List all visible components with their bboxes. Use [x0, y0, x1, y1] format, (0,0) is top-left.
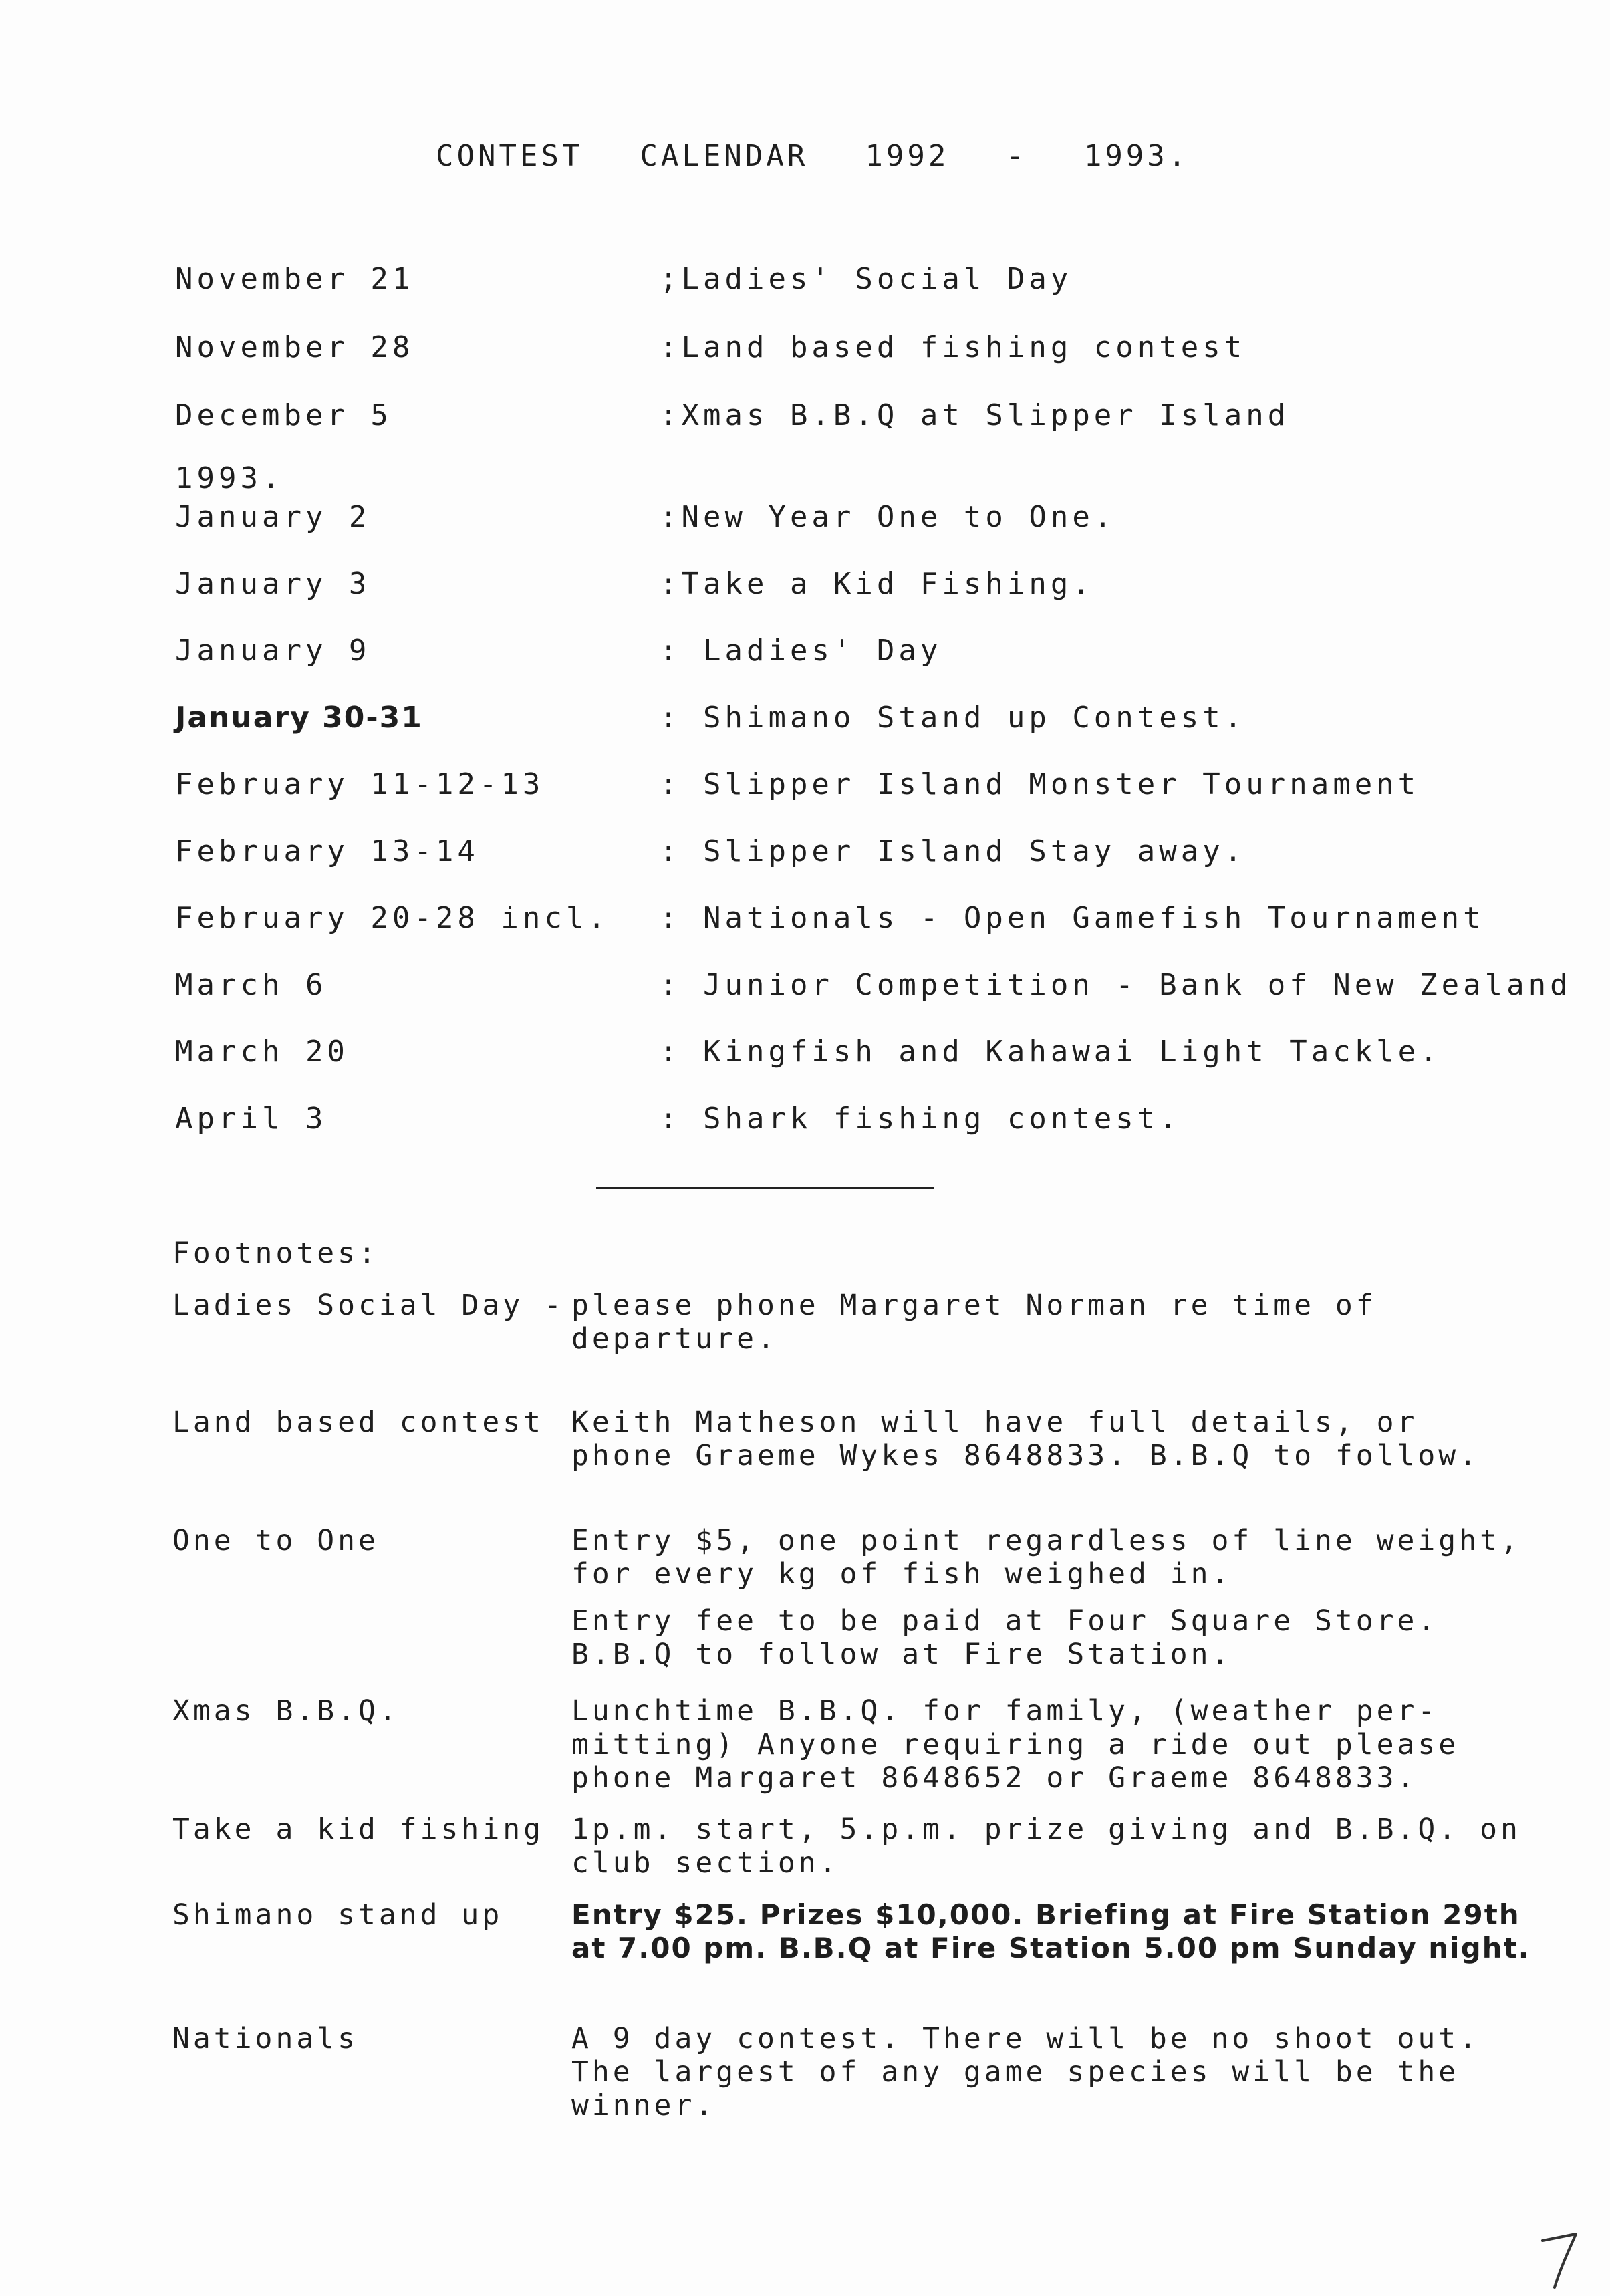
title-year-end: 1993. — [1083, 139, 1190, 173]
title-year-start: 1992 — [865, 139, 950, 173]
calendar-event: :Land based fishing contest — [660, 330, 1246, 364]
calendar-event: : Junior Competition - Bank of New Zealand — [660, 968, 1572, 1002]
footnote-paragraph: Lunchtime B.B.Q. for family, (weather per- mitting) Anyone requiring a ride out please phone Margaret 8648652 or Graeme 8648833. — [571, 1694, 1460, 1795]
footnote-label: Nationals — [172, 2022, 358, 2055]
footnote-paragraph: Keith Matheson will have full details, or phone Graeme Wykes 8648833. B.B.Q to follow. — [571, 1406, 1480, 1473]
footnote-label: Xmas B.B.Q. — [172, 1694, 400, 1728]
calendar-event: : Shimano Stand up Contest. — [660, 700, 1246, 735]
calendar-date: March 20 — [175, 1035, 349, 1069]
year-heading: 1993. — [175, 461, 284, 495]
calendar-event: : Slipper Island Monster Tournament — [660, 767, 1420, 801]
title-word-contest: CONTEST — [436, 139, 583, 173]
calendar-date: February 13-14 — [175, 834, 479, 868]
footnote-paragraph: 1p.m. start, 5.p.m. prize giving and B.B.Q. on club section. — [571, 1813, 1521, 1880]
calendar-date: November 21 — [175, 262, 414, 296]
calendar-date: January 3 — [175, 567, 371, 601]
footnote-label: Shimano stand up — [172, 1898, 503, 1932]
calendar-date: March 6 — [175, 968, 327, 1002]
footnote-paragraph: Entry $25. Prizes $10,000. Briefing at Fire Station 29th at 7.00 pm. B.B.Q at Fire Station 5.00 pm Sunday night. — [571, 1898, 1530, 1964]
footnote-label: Ladies Social Day - — [172, 1289, 565, 1322]
calendar-event: :Xmas B.B.Q at Slipper Island — [660, 398, 1290, 432]
calendar-date: December 5 — [175, 398, 392, 432]
calendar-event: :New Year One to One. — [660, 500, 1116, 534]
footnote-paragraph: please phone Margaret Norman re time of departure. — [571, 1289, 1377, 1356]
footnote-text — [571, 1289, 1534, 1356]
calendar-event: ;Ladies' Social Day — [660, 262, 1073, 296]
title-word-calendar: CALENDAR — [640, 139, 809, 173]
calendar-date: January 2 — [175, 500, 371, 534]
section-divider — [596, 1187, 934, 1189]
footnote-paragraph: Entry fee to be paid at Four Square Store. B.B.Q to follow at Fire Station. — [571, 1604, 1439, 1671]
footnote-text — [571, 1406, 1534, 1473]
footnote-text — [571, 2022, 1534, 2122]
calendar-event: : Ladies' Day — [660, 634, 942, 668]
calendar-date: January 9 — [175, 634, 371, 668]
calendar-date: February 20-28 incl. — [175, 901, 610, 935]
footnote-text — [571, 1813, 1534, 1880]
title-dash: - — [1006, 139, 1027, 173]
calendar-date: November 28 — [175, 330, 414, 364]
footnote-text — [571, 1694, 1534, 1795]
calendar-date: January 30-31 — [175, 700, 423, 735]
footnote-label: Land based contest — [172, 1406, 544, 1439]
footnotes-heading: Footnotes: — [172, 1237, 379, 1270]
footnote-text — [571, 1898, 1534, 1965]
footnote-text — [571, 1524, 1534, 1671]
calendar-event: :Take a Kid Fishing. — [660, 567, 1094, 601]
handwritten-page-number — [1537, 2226, 1591, 2293]
calendar-event: : Slipper Island Stay away. — [660, 834, 1246, 868]
footnote-label: Take a kid fishing — [172, 1813, 544, 1846]
calendar-event: : Shark fishing contest. — [660, 1102, 1181, 1136]
footnote-paragraph: Entry $5, one point regardless of line weight, for every kg of fish weighed in. — [571, 1524, 1521, 1591]
footnote-paragraph: A 9 day contest. There will be no shoot out. The largest of any game species will be the winner. — [571, 2022, 1480, 2122]
footnote-label: One to One — [172, 1524, 379, 1557]
calendar-event: : Nationals - Open Gamefish Tournament — [660, 901, 1485, 935]
calendar-date: February 11-12-13 — [175, 767, 545, 801]
calendar-date: April 3 — [175, 1102, 327, 1136]
calendar-event: : Kingfish and Kahawai Light Tackle. — [660, 1035, 1442, 1069]
page-title — [436, 139, 1189, 173]
